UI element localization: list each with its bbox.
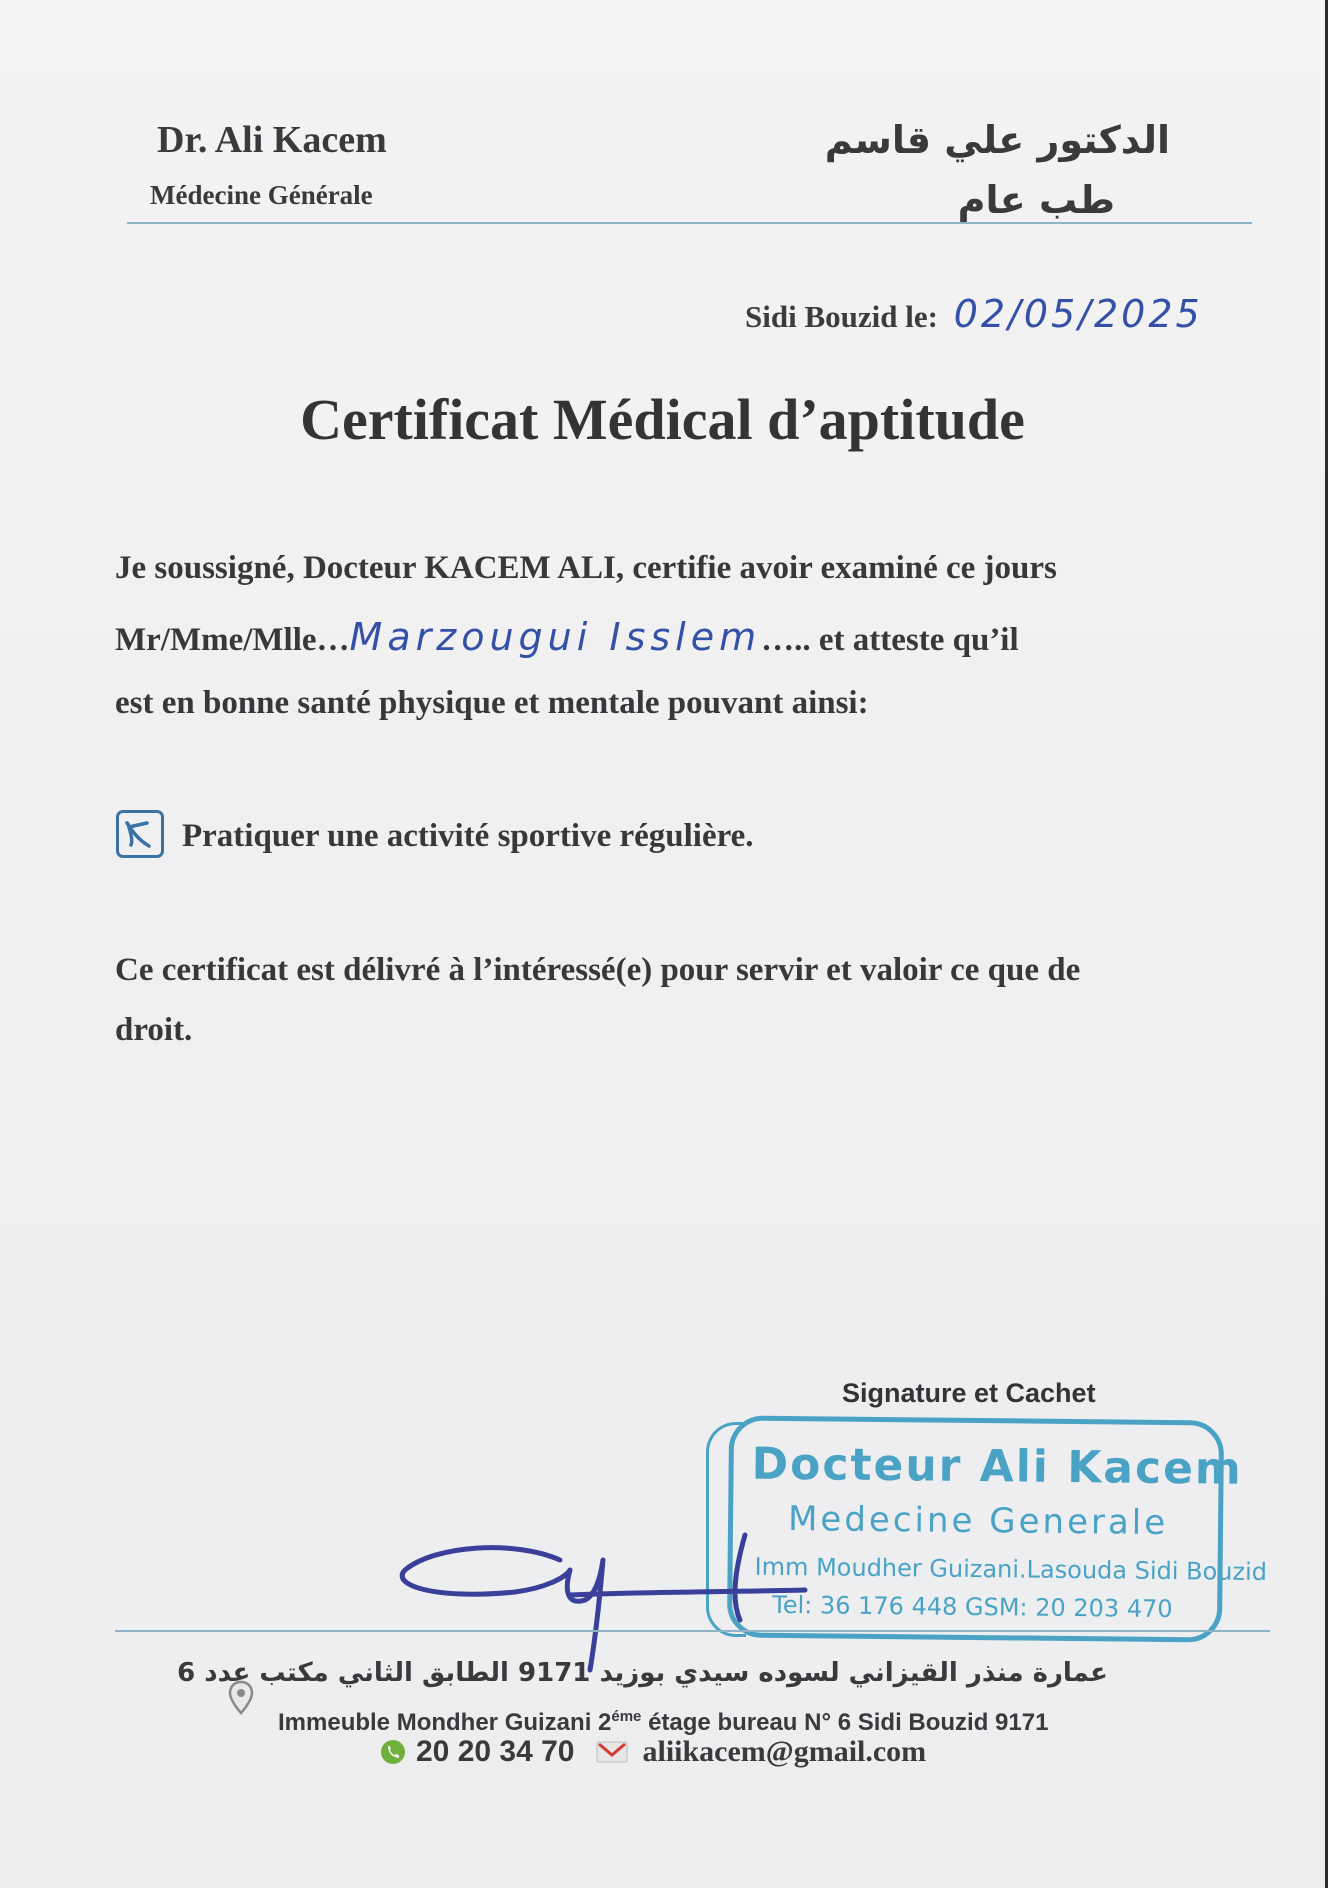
header-rule [127,222,1252,224]
email-icon [596,1740,628,1764]
stamp-line-3: Imm Moudher Guizani.Lasouda Sidi Bouzid [754,1552,1268,1587]
stamp-line-2: Medecine Generale [787,1499,1169,1544]
document-title: Certificat Médical d’aptitude [300,387,1025,452]
footer-address-french [278,1708,1048,1737]
sport-activity-checkbox[interactable] [116,810,164,858]
closing-line-2: droit. [115,1012,193,1048]
checkbox-checked-icon [123,819,157,849]
stamp-line-1: Docteur Ali Kacem [751,1438,1244,1495]
footer-phone: 20 20 34 70 [416,1735,575,1768]
date-label: Sidi Bouzid le: [745,299,938,334]
handwritten-patient-name: Marzougui Isslem [349,615,762,659]
address-part-2: étage bureau N° 6 Sidi Bouzid 9171 [641,1709,1049,1736]
phone-icon [380,1739,406,1765]
patient-suffix: ….. et atteste qu’il [761,622,1019,658]
body-line-1: Je soussigné, Docteur KACEM ALI, certifie avoir examiné ce jours [115,550,1057,586]
checkbox-label: Pratiquer une activité sportive régulière. [182,818,754,854]
handwritten-date: 02/05/2025 [953,292,1203,336]
footer-address-arabic: عمارة منذر القيزاني لسوده سيدي بوزيد 9171 الطابق الثاني مكتب عدد 6 [177,1658,1108,1688]
patient-prefix: Mr/Mme/Mlle… [115,622,350,658]
closing-line-1: Ce certificat est délivré à l’intéressé(e) pour servir et valoir ce que de [115,952,1081,988]
footer-email[interactable]: aliikacem@gmail.com [642,1735,927,1768]
doctor-name-arabic: الدكتور علي قاسم [824,118,1170,162]
handwritten-signature [395,1500,815,1680]
signature-label: Signature et Cachet [842,1378,1096,1408]
body-line-3: est en bonne santé physique et mentale pouvant ainsi: [115,685,869,721]
body-line-2 [115,615,1225,659]
footer-rule [115,1630,1270,1632]
footer-contact [380,1735,926,1769]
doctor-specialty-arabic: طب عام [957,178,1115,222]
doctor-name: Dr. Ali Kacem [157,119,387,161]
address-part-1: Immeuble Mondher Guizani 2 [278,1709,612,1736]
date-line [745,292,1203,336]
address-superscript: éme [611,1708,642,1725]
stamp-line-4: Tel: 36 176 448 GSM: 20 203 470 [772,1590,1173,1624]
doctor-specialty: Médecine Générale [150,180,373,210]
